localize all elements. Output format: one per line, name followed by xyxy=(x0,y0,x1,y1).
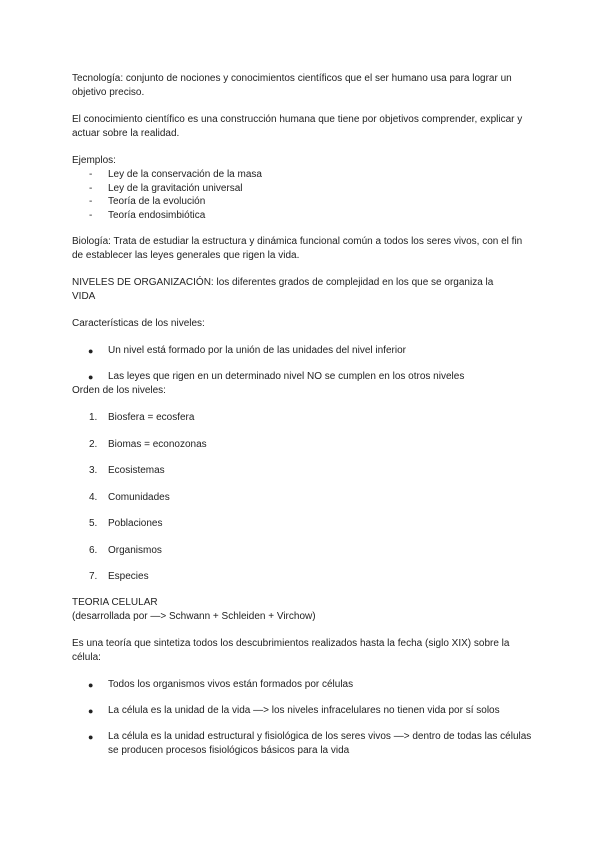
dash-marker: - xyxy=(89,169,93,180)
bullet-icon: ● xyxy=(88,680,94,690)
ejemplos-heading: Ejemplos: xyxy=(72,155,116,166)
tecnologia-paragraph: Tecnología: conjunto de nociones y conocimientos científicos que el ser humano usa para lograr un objetivo preciso. xyxy=(72,73,512,98)
bullet-icon: ● xyxy=(88,706,94,716)
conocimiento-paragraph: El conocimiento científico es una construcción humana que tiene por objetivos comprender, explicar y actuar sobre la realidad. xyxy=(72,114,523,139)
bullet-icon: ● xyxy=(88,372,94,382)
list-item: ● Todos los organismos vivos están formados por células xyxy=(88,679,354,690)
biologia-paragraph: Biología: Trata de estudiar la estructura y dinámica funcional común a todos los seres vivos, con el fin de establecer las leyes generales que rigen la vida. xyxy=(72,236,523,261)
bullet-icon: ● xyxy=(88,732,94,742)
caracteristicas-list xyxy=(72,344,532,384)
list-item: - Teoría de la evolución xyxy=(89,196,206,207)
list-item: 5. Poblaciones xyxy=(89,518,163,529)
list-item: 4. Comunidades xyxy=(89,491,170,503)
list-item: - Ley de la conservación de la masa xyxy=(89,169,262,180)
list-item: ● Las leyes que rigen en un determinado nivel NO se cumplen en los otros niveles xyxy=(88,371,465,382)
orden-heading: Orden de los niveles: xyxy=(72,385,166,396)
list-item: 1. Biosfera = ecosfera xyxy=(89,412,195,423)
bullet-icon: ● xyxy=(88,346,94,356)
list-item: ● La célula es la unidad de la vida —> los niveles infracelulares no tienen vida por sí solos xyxy=(88,705,500,716)
list-item: 6. Organismos xyxy=(89,544,162,556)
ejemplos-list xyxy=(72,168,532,222)
list-item: - Teoría endosimbiótica xyxy=(89,209,206,221)
niveles-heading-line2: VIDA xyxy=(72,291,96,302)
teoria-list xyxy=(72,678,532,758)
teoria-subheading: (desarrollada por —> Schwann + Schleiden + Virchow) xyxy=(72,611,316,622)
teoria-heading: TEORIA CELULAR xyxy=(72,597,158,608)
dash-marker: - xyxy=(89,196,93,207)
orden-list xyxy=(72,411,532,584)
list-item: 2. Biomas = econozonas xyxy=(89,438,207,450)
caracteristicas-heading: Características de los niveles: xyxy=(72,318,205,329)
niveles-heading-line1: NIVELES DE ORGANIZACIÓN: los diferentes grados de complejidad en los que se organiza la xyxy=(72,277,494,288)
dash-marker: - xyxy=(89,182,93,194)
document-page xyxy=(72,72,532,758)
dash-marker: - xyxy=(89,209,93,221)
list-item: ● La célula es la unidad estructural y fisiológica de los seres vivos —> dentro de todas las células se producen procesos fisiológicos básicos para la vida xyxy=(88,731,532,756)
list-item: 7. Especies xyxy=(89,571,149,582)
list-item: 3. Ecosistemas xyxy=(89,465,165,476)
list-item: ● Un nivel está formado por la unión de las unidades del nivel inferior xyxy=(88,345,406,356)
list-item: - Ley de la gravitación universal xyxy=(89,182,243,194)
teoria-description: Es una teoría que sintetiza todos los descubrimientos realizados hasta la fecha (siglo XIX) sobre la célula: xyxy=(72,638,510,663)
